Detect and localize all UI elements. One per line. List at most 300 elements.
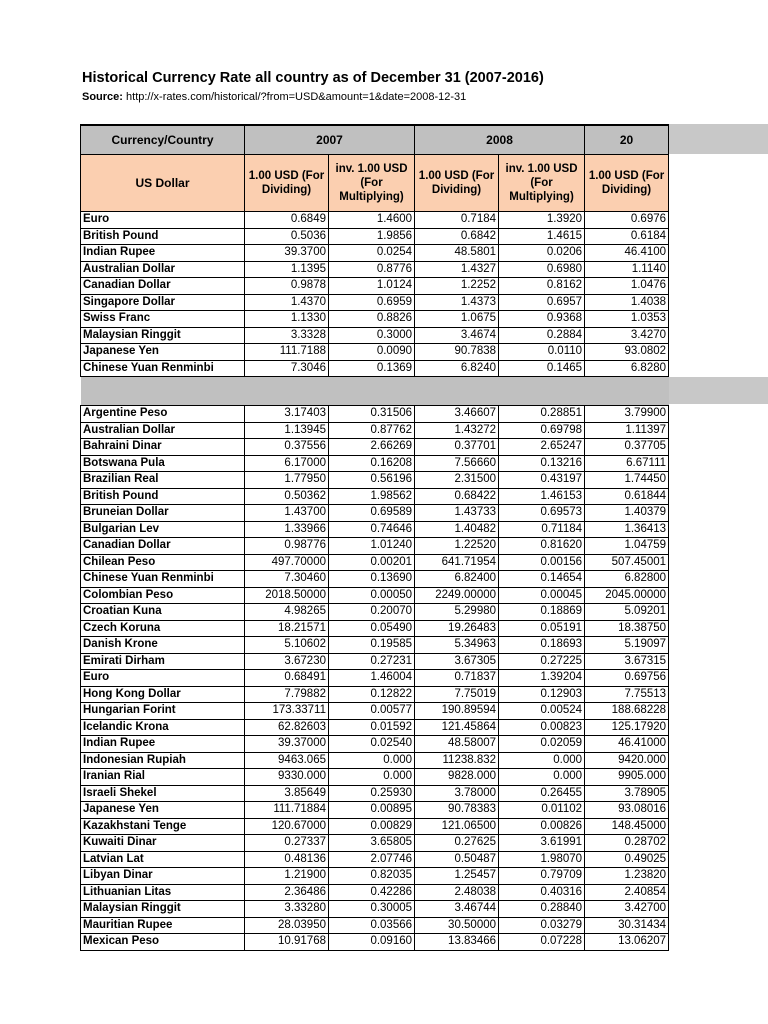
currency-name-cell: Croatian Kuna (81, 604, 245, 621)
rate-value-cell: 0.48136 (245, 851, 329, 868)
table-row (81, 571, 669, 588)
rate-value-cell: 0.2884 (499, 327, 585, 344)
rate-value-cell: 6.8280 (585, 360, 669, 377)
table-row (81, 884, 669, 901)
rate-value-cell: 1.46153 (499, 488, 585, 505)
all-currencies-body (81, 406, 669, 951)
table-row (81, 901, 669, 918)
rate-value-cell: 0.00156 (499, 554, 585, 571)
currency-name-cell: Swiss Franc (81, 311, 245, 328)
rate-value-cell: 2249.00000 (415, 587, 499, 604)
rate-value-cell: 0.5036 (245, 228, 329, 245)
rate-value-cell: 0.69573 (499, 505, 585, 522)
rate-value-cell: 0.27337 (245, 835, 329, 852)
rate-value-cell: 0.26455 (499, 785, 585, 802)
currency-name-cell: Australian Dollar (81, 422, 245, 439)
currency-rate-table (80, 124, 669, 951)
rate-value-cell: 0.02059 (499, 736, 585, 753)
rate-value-cell: 148.45000 (585, 818, 669, 835)
rate-value-cell: 0.28702 (585, 835, 669, 852)
currency-name-cell: British Pound (81, 488, 245, 505)
currency-name-cell: Latvian Lat (81, 851, 245, 868)
rate-value-cell: 0.56196 (329, 472, 415, 489)
rate-value-cell: 1.4327 (415, 261, 499, 278)
rate-value-cell: 0.49025 (585, 851, 669, 868)
rate-value-cell: 0.03279 (499, 917, 585, 934)
rate-value-cell: 0.37556 (245, 439, 329, 456)
rate-value-cell: 39.3700 (245, 245, 329, 262)
rate-value-cell: 1.25457 (415, 868, 499, 885)
rate-value-cell: 3.61991 (499, 835, 585, 852)
table-row (81, 686, 669, 703)
rate-value-cell: 0.07228 (499, 934, 585, 951)
rate-value-cell: 0.00201 (329, 554, 415, 571)
rate-value-cell: 0.000 (499, 769, 585, 786)
rate-value-cell: 0.05191 (499, 620, 585, 637)
rate-value-cell: 0.81620 (499, 538, 585, 555)
rate-value-cell: 120.67000 (245, 818, 329, 835)
multiplying-header: inv. 1.00 USD (For Multiplying) (329, 155, 415, 212)
rate-value-cell: 0.61844 (585, 488, 669, 505)
currency-name-cell: Czech Koruna (81, 620, 245, 637)
rate-value-cell: 0.98776 (245, 538, 329, 555)
currency-name-cell: Mauritian Rupee (81, 917, 245, 934)
table-row (81, 604, 669, 621)
currency-name-cell: Libyan Dinar (81, 868, 245, 885)
currency-name-cell: Danish Krone (81, 637, 245, 654)
rate-value-cell: 1.36413 (585, 521, 669, 538)
rate-value-cell: 0.03566 (329, 917, 415, 934)
table-row (81, 360, 669, 377)
rate-value-cell: 0.01592 (329, 719, 415, 736)
currency-name-cell: Botswana Pula (81, 455, 245, 472)
rate-value-cell: 0.8776 (329, 261, 415, 278)
currency-name-cell: Emirati Dirham (81, 653, 245, 670)
year-2008-header: 2008 (415, 125, 585, 155)
rate-value-cell: 46.41000 (585, 736, 669, 753)
rate-value-cell: 1.4600 (329, 212, 415, 229)
rate-value-cell: 3.67305 (415, 653, 499, 670)
table-row (81, 587, 669, 604)
rate-value-cell: 0.00524 (499, 703, 585, 720)
rate-value-cell: 173.33711 (245, 703, 329, 720)
table-row (81, 785, 669, 802)
rate-value-cell: 11238.832 (415, 752, 499, 769)
table-row (81, 835, 669, 852)
table-row (81, 472, 669, 489)
rate-value-cell: 13.83466 (415, 934, 499, 951)
currency-name-cell: Iranian Rial (81, 769, 245, 786)
rate-value-cell: 0.16208 (329, 455, 415, 472)
table-row (81, 670, 669, 687)
rate-value-cell: 0.13690 (329, 571, 415, 588)
rate-value-cell: 0.00895 (329, 802, 415, 819)
rate-value-cell: 48.58007 (415, 736, 499, 753)
currency-name-cell: Lithuanian Litas (81, 884, 245, 901)
rate-value-cell: 3.78000 (415, 785, 499, 802)
table-row (81, 344, 669, 361)
rate-value-cell: 1.46004 (329, 670, 415, 687)
currency-name-cell: Japanese Yen (81, 802, 245, 819)
rate-value-cell: 46.4100 (585, 245, 669, 262)
rate-value-cell: 188.68228 (585, 703, 669, 720)
currency-name-cell: Mexican Peso (81, 934, 245, 951)
rate-value-cell: 0.1465 (499, 360, 585, 377)
currency-name-cell: Euro (81, 212, 245, 229)
rate-value-cell: 3.67230 (245, 653, 329, 670)
rate-value-cell: 1.1395 (245, 261, 329, 278)
rate-value-cell: 111.71884 (245, 802, 329, 819)
rate-value-cell: 0.00823 (499, 719, 585, 736)
rate-value-cell: 1.33966 (245, 521, 329, 538)
rate-value-cell: 125.17920 (585, 719, 669, 736)
rate-value-cell: 0.87762 (329, 422, 415, 439)
multiplying-header: inv. 1.00 USD (For Multiplying) (499, 155, 585, 212)
rate-value-cell: 0.69798 (499, 422, 585, 439)
major-currencies-body (81, 212, 669, 377)
rate-value-cell: 0.19585 (329, 637, 415, 654)
rate-value-cell: 7.56660 (415, 455, 499, 472)
document-title: Historical Currency Rate all country as of December 31 (2007-2016) (82, 70, 544, 86)
currency-name-cell: Colombian Peso (81, 587, 245, 604)
separator-band-overflow (668, 377, 768, 404)
rate-value-cell: 9463.065 (245, 752, 329, 769)
source-url[interactable]: http://x-rates.com/historical/?from=USD&amount=1&date=2008-12-31 (126, 91, 467, 103)
rate-value-cell: 1.40379 (585, 505, 669, 522)
rate-type-header-row (81, 155, 669, 212)
header-band-overflow (668, 124, 768, 154)
currency-name-cell: Brazilian Real (81, 472, 245, 489)
rate-value-cell: 19.26483 (415, 620, 499, 637)
rate-value-cell: 0.27225 (499, 653, 585, 670)
rate-value-cell: 121.06500 (415, 818, 499, 835)
currency-name-cell: British Pound (81, 228, 245, 245)
rate-value-cell: 6.17000 (245, 455, 329, 472)
dividing-header: 1.00 USD (For Dividing) (585, 155, 669, 212)
rate-value-cell: 48.5801 (415, 245, 499, 262)
rate-value-cell: 0.71837 (415, 670, 499, 687)
table-row (81, 554, 669, 571)
rate-value-cell: 2.40854 (585, 884, 669, 901)
rate-value-cell: 0.42286 (329, 884, 415, 901)
table-row (81, 294, 669, 311)
rate-value-cell: 2.65247 (499, 439, 585, 456)
rate-value-cell: 18.38750 (585, 620, 669, 637)
rate-value-cell: 0.00050 (329, 587, 415, 604)
rate-value-cell: 6.82800 (585, 571, 669, 588)
rate-value-cell: 10.91768 (245, 934, 329, 951)
rate-value-cell: 0.37705 (585, 439, 669, 456)
rate-value-cell: 30.50000 (415, 917, 499, 934)
rate-value-cell: 0.69589 (329, 505, 415, 522)
rate-value-cell: 93.0802 (585, 344, 669, 361)
rate-value-cell: 0.28851 (499, 406, 585, 423)
currency-name-cell: Euro (81, 670, 245, 687)
currency-name-cell: Chinese Yuan Renminbi (81, 571, 245, 588)
rate-value-cell: 6.82400 (415, 571, 499, 588)
rate-value-cell: 121.45864 (415, 719, 499, 736)
currency-name-cell: Argentine Peso (81, 406, 245, 423)
rate-value-cell: 0.00826 (499, 818, 585, 835)
table-row (81, 327, 669, 344)
rate-value-cell: 90.7838 (415, 344, 499, 361)
rate-value-cell: 0.20070 (329, 604, 415, 621)
rate-value-cell: 1.0675 (415, 311, 499, 328)
currency-name-cell: Kazakhstani Tenge (81, 818, 245, 835)
rate-value-cell: 3.79900 (585, 406, 669, 423)
currency-name-cell: Singapore Dollar (81, 294, 245, 311)
rate-value-cell: 3.67315 (585, 653, 669, 670)
rate-value-cell: 0.14654 (499, 571, 585, 588)
rate-value-cell: 641.71954 (415, 554, 499, 571)
rate-value-cell: 2.07746 (329, 851, 415, 868)
rate-value-cell: 9828.000 (415, 769, 499, 786)
source-label: Source: (82, 91, 123, 103)
table-row (81, 311, 669, 328)
rate-value-cell: 0.05490 (329, 620, 415, 637)
rate-value-cell: 0.00829 (329, 818, 415, 835)
rate-value-cell: 2.66269 (329, 439, 415, 456)
rate-value-cell: 3.4270 (585, 327, 669, 344)
rate-value-cell: 1.77950 (245, 472, 329, 489)
rate-value-cell: 1.0476 (585, 278, 669, 295)
rate-value-cell: 3.46607 (415, 406, 499, 423)
table-row (81, 620, 669, 637)
table-row (81, 917, 669, 934)
rate-value-cell: 0.0110 (499, 344, 585, 361)
currency-name-cell: Bruneian Dollar (81, 505, 245, 522)
rate-value-cell: 9330.000 (245, 769, 329, 786)
year-2009-header-cut: 20 (585, 125, 669, 155)
separator-cell (81, 377, 669, 406)
rate-value-cell: 0.9368 (499, 311, 585, 328)
rate-value-cell: 0.6184 (585, 228, 669, 245)
rate-value-cell: 2.48038 (415, 884, 499, 901)
rate-value-cell: 3.3328 (245, 327, 329, 344)
rate-value-cell: 1.04759 (585, 538, 669, 555)
table-row (81, 422, 669, 439)
rate-value-cell: 0.74646 (329, 521, 415, 538)
rate-value-cell: 0.69756 (585, 670, 669, 687)
rate-value-cell: 39.37000 (245, 736, 329, 753)
rate-value-cell: 1.1330 (245, 311, 329, 328)
rate-value-cell: 3.17403 (245, 406, 329, 423)
currency-name-cell: Malaysian Ringgit (81, 327, 245, 344)
table-row (81, 637, 669, 654)
rate-value-cell: 1.39204 (499, 670, 585, 687)
rate-value-cell: 0.28840 (499, 901, 585, 918)
rate-value-cell: 2.31500 (415, 472, 499, 489)
rate-value-cell: 7.3046 (245, 360, 329, 377)
section-separator (81, 377, 669, 406)
rate-value-cell: 13.06207 (585, 934, 669, 951)
source-line (82, 91, 466, 103)
dividing-header: 1.00 USD (For Dividing) (415, 155, 499, 212)
rate-value-cell: 0.40316 (499, 884, 585, 901)
rate-value-cell: 9420.000 (585, 752, 669, 769)
rate-value-cell: 0.0090 (329, 344, 415, 361)
rate-value-cell: 0.12903 (499, 686, 585, 703)
rate-value-cell: 0.50487 (415, 851, 499, 868)
table-row (81, 245, 669, 262)
rate-value-cell: 62.82603 (245, 719, 329, 736)
currency-name-cell: Australian Dollar (81, 261, 245, 278)
rate-value-cell: 0.3000 (329, 327, 415, 344)
separator-row (81, 377, 669, 406)
currency-name-cell: Malaysian Ringgit (81, 901, 245, 918)
rate-value-cell: 0.18693 (499, 637, 585, 654)
rate-value-cell: 2.36486 (245, 884, 329, 901)
table-row (81, 228, 669, 245)
rate-value-cell: 1.4370 (245, 294, 329, 311)
table-row (81, 752, 669, 769)
rate-value-cell: 0.12822 (329, 686, 415, 703)
rate-value-cell: 0.68422 (415, 488, 499, 505)
corner-header: Currency/Country (81, 125, 245, 155)
rate-value-cell: 0.0206 (499, 245, 585, 262)
rate-value-cell: 7.75019 (415, 686, 499, 703)
rate-value-cell: 1.98070 (499, 851, 585, 868)
currency-name-cell: Icelandic Krona (81, 719, 245, 736)
table-row (81, 505, 669, 522)
table-row (81, 868, 669, 885)
rate-value-cell: 1.74450 (585, 472, 669, 489)
rate-value-cell: 0.00577 (329, 703, 415, 720)
table-row (81, 488, 669, 505)
rate-value-cell: 5.29980 (415, 604, 499, 621)
rate-value-cell: 4.98265 (245, 604, 329, 621)
rate-value-cell: 1.22520 (415, 538, 499, 555)
currency-name-cell: Chinese Yuan Renminbi (81, 360, 245, 377)
rate-value-cell: 6.67111 (585, 455, 669, 472)
rate-value-cell: 1.0124 (329, 278, 415, 295)
year-header-row (81, 125, 669, 155)
rate-value-cell: 0.02540 (329, 736, 415, 753)
rate-value-cell: 2045.00000 (585, 587, 669, 604)
rate-value-cell: 1.40482 (415, 521, 499, 538)
rate-value-cell: 0.6849 (245, 212, 329, 229)
rate-value-cell: 1.0353 (585, 311, 669, 328)
rate-value-cell: 1.98562 (329, 488, 415, 505)
rate-value-cell: 1.1140 (585, 261, 669, 278)
rate-value-cell: 0.13216 (499, 455, 585, 472)
rate-value-cell: 0.79709 (499, 868, 585, 885)
rate-value-cell: 3.42700 (585, 901, 669, 918)
table-row (81, 538, 669, 555)
rate-value-cell: 3.78905 (585, 785, 669, 802)
rate-value-cell: 0.27625 (415, 835, 499, 852)
currency-name-cell: Hungarian Forint (81, 703, 245, 720)
rate-value-cell: 1.01240 (329, 538, 415, 555)
currency-name-cell: Japanese Yen (81, 344, 245, 361)
currency-name-cell: Indonesian Rupiah (81, 752, 245, 769)
rate-value-cell: 1.2252 (415, 278, 499, 295)
rate-value-cell: 1.3920 (499, 212, 585, 229)
rate-value-cell: 0.9878 (245, 278, 329, 295)
table-row (81, 653, 669, 670)
rate-value-cell: 0.8162 (499, 278, 585, 295)
rate-value-cell: 1.13945 (245, 422, 329, 439)
rate-value-cell: 3.46744 (415, 901, 499, 918)
rate-value-cell: 0.6959 (329, 294, 415, 311)
currency-name-cell: Hong Kong Dollar (81, 686, 245, 703)
rate-value-cell: 497.70000 (245, 554, 329, 571)
base-currency-header: US Dollar (81, 155, 245, 212)
rate-value-cell: 5.19097 (585, 637, 669, 654)
rate-value-cell: 0.8826 (329, 311, 415, 328)
table-row (81, 719, 669, 736)
rate-value-cell: 7.75513 (585, 686, 669, 703)
table-row (81, 818, 669, 835)
rate-value-cell: 111.7188 (245, 344, 329, 361)
rate-value-cell: 0.6957 (499, 294, 585, 311)
rate-value-cell: 507.45001 (585, 554, 669, 571)
rate-value-cell: 0.37701 (415, 439, 499, 456)
rate-value-cell: 0.25930 (329, 785, 415, 802)
rate-value-cell: 0.50362 (245, 488, 329, 505)
rate-value-cell: 0.7184 (415, 212, 499, 229)
rate-value-cell: 1.43733 (415, 505, 499, 522)
rate-value-cell: 0.30005 (329, 901, 415, 918)
rate-value-cell: 90.78383 (415, 802, 499, 819)
currency-name-cell: Kuwaiti Dinar (81, 835, 245, 852)
rate-value-cell: 1.43700 (245, 505, 329, 522)
rate-value-cell: 3.85649 (245, 785, 329, 802)
rate-value-cell: 9905.000 (585, 769, 669, 786)
table-row (81, 769, 669, 786)
rate-value-cell: 0.6842 (415, 228, 499, 245)
rate-value-cell: 1.23820 (585, 868, 669, 885)
dividing-header: 1.00 USD (For Dividing) (245, 155, 329, 212)
rate-value-cell: 1.43272 (415, 422, 499, 439)
currency-name-cell: Indian Rupee (81, 736, 245, 753)
currency-name-cell: Chilean Peso (81, 554, 245, 571)
table-row (81, 455, 669, 472)
rate-value-cell: 28.03950 (245, 917, 329, 934)
rate-value-cell: 0.000 (499, 752, 585, 769)
rate-value-cell: 1.4373 (415, 294, 499, 311)
rate-value-cell: 0.000 (329, 769, 415, 786)
year-2007-header: 2007 (245, 125, 415, 155)
rate-value-cell: 5.09201 (585, 604, 669, 621)
rate-value-cell: 1.4615 (499, 228, 585, 245)
rate-value-cell: 0.01102 (499, 802, 585, 819)
rate-value-cell: 5.34963 (415, 637, 499, 654)
rate-value-cell: 0.82035 (329, 868, 415, 885)
rate-value-cell: 7.30460 (245, 571, 329, 588)
table-row (81, 261, 669, 278)
table-row (81, 703, 669, 720)
rate-value-cell: 0.6980 (499, 261, 585, 278)
table-row (81, 278, 669, 295)
rate-value-cell: 3.33280 (245, 901, 329, 918)
rate-value-cell: 1.4038 (585, 294, 669, 311)
currency-name-cell: Bahraini Dinar (81, 439, 245, 456)
rate-value-cell: 3.65805 (329, 835, 415, 852)
rate-value-cell: 3.4674 (415, 327, 499, 344)
rate-value-cell: 0.18869 (499, 604, 585, 621)
rate-value-cell: 0.000 (329, 752, 415, 769)
rate-value-cell: 18.21571 (245, 620, 329, 637)
table-row (81, 851, 669, 868)
rate-value-cell: 1.21900 (245, 868, 329, 885)
rate-value-cell: 0.00045 (499, 587, 585, 604)
table-row (81, 736, 669, 753)
rate-value-cell: 0.71184 (499, 521, 585, 538)
rate-value-cell: 7.79882 (245, 686, 329, 703)
rate-value-cell: 0.43197 (499, 472, 585, 489)
table-row (81, 406, 669, 423)
